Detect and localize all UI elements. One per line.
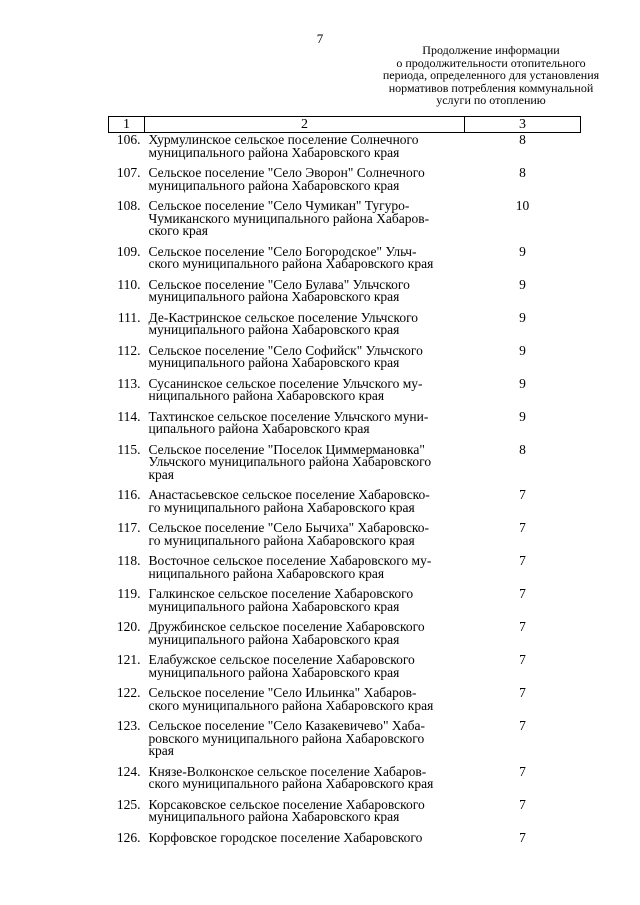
settlement-name-line: муниципального района Хабаровского края (148, 664, 400, 680)
heating-duration-value: 9 (519, 243, 526, 259)
settlement-name-line: Князе-Волконское сельское поселение Хабаров- (148, 763, 427, 779)
table-row (109, 443, 581, 489)
heating-duration-value: 7 (519, 718, 526, 733)
settlement-name (145, 278, 465, 311)
heating-duration-value: 9 (519, 309, 526, 325)
settlement-name (145, 443, 465, 489)
settlement-name-line: муниципального района Хабаровского края (148, 355, 400, 370)
settlement-name-line: муниципального района Хабаровского края (148, 598, 400, 614)
table-row (109, 410, 581, 443)
settlement-name-line: ского края (148, 223, 208, 238)
table-row (109, 166, 581, 199)
settlement-name-line: Хурмулинское сельское поселение Солнечного (148, 132, 419, 147)
settlement-name-line: Корфовское городское поселение Хабаровского (148, 829, 423, 845)
table-row (109, 653, 581, 686)
heating-duration-value: 7 (519, 520, 526, 535)
row-number: 121. (116, 652, 141, 667)
table-row (109, 765, 581, 798)
settlement-name-line: муниципального района Хабаровского края (148, 177, 400, 193)
continuation-line: периода, определенного для установления (382, 68, 600, 82)
column-header-number: 1 (109, 117, 145, 133)
table-row (109, 798, 581, 831)
settlement-name (145, 554, 465, 587)
settlement-name-line: Сельское поселение "Село Эворон" Солнечного (148, 165, 425, 180)
row-number: 122. (116, 685, 141, 700)
row-number: 108. (116, 198, 141, 213)
settlement-name (145, 831, 465, 852)
settlement-name (145, 620, 465, 653)
row-number: 116. (117, 487, 141, 502)
settlement-name-line: Ульчского муниципального района Хабаровского (148, 454, 432, 469)
settlement-name (145, 344, 465, 377)
settlement-name (145, 245, 465, 278)
settlement-name (145, 653, 465, 686)
settlement-name-line: Сельское поселение "Село Богородское" Ульч- (148, 243, 417, 259)
settlement-name-line: муниципального района Хабаровского края (148, 631, 400, 647)
settlement-name-line: Сусанинское сельское поселение Ульчского му- (148, 375, 423, 391)
row-number: 117. (117, 520, 141, 535)
heating-period-table (108, 116, 581, 851)
table-row (109, 488, 581, 521)
row-number: 126. (116, 829, 141, 845)
settlement-name (145, 587, 465, 620)
table-header-row (109, 117, 581, 133)
table-row (109, 245, 581, 278)
heating-duration-value: 10 (515, 198, 530, 213)
settlement-name (145, 199, 465, 245)
settlement-name-line: Дружбинское сельское поселение Хабаровского (148, 619, 425, 634)
row-number: 115. (117, 441, 141, 457)
settlement-name-line: Чумиканского муниципального района Хабаров- (148, 210, 430, 226)
continuation-line: о продолжительности отопительного (396, 55, 586, 70)
table-row (109, 133, 581, 167)
heating-duration-value: 7 (519, 487, 526, 502)
continuation-line: нормативов потребления коммунальной (388, 80, 594, 95)
settlement-name-line: Сельское поселение "Село Ильинка" Хабаров- (148, 685, 417, 700)
table-row (109, 311, 581, 344)
settlement-name (145, 166, 465, 199)
settlement-name-line: Сельское поселение "Поселок Циммермановка" (148, 441, 425, 457)
settlement-name-line: Восточное сельское поселение Хабаровского му- (148, 553, 432, 568)
settlement-name-line: ского муниципального района Хабаровского края (148, 776, 434, 791)
settlement-name-line: ровского муниципального района Хабаровского (148, 730, 425, 746)
row-number: 107. (116, 165, 141, 180)
row-number: 120. (116, 619, 141, 634)
table-row (109, 719, 581, 765)
table-row (109, 686, 581, 719)
settlement-name (145, 410, 465, 443)
heating-duration-value: 7 (519, 553, 526, 568)
table-row (109, 377, 581, 410)
row-number: 111. (117, 309, 141, 325)
settlement-name-line: Сельское поселение "Село Чумикан" Тугуро- (148, 198, 410, 213)
settlement-name-line: ского муниципального района Хабаровского края (148, 256, 434, 271)
heating-duration-value: 8 (519, 132, 526, 147)
settlement-name-line: муниципального района Хабаровского края (148, 322, 400, 337)
settlement-name-line: Сельское поселение "Село Софийск" Ульчского (148, 342, 423, 358)
settlement-name (145, 133, 465, 167)
settlement-name (145, 311, 465, 344)
heating-duration-value: 7 (519, 796, 526, 812)
table-row (109, 620, 581, 653)
row-number: 110. (117, 276, 141, 292)
row-number: 109. (116, 243, 141, 259)
settlement-name-line: муниципального района Хабаровского края (148, 809, 400, 824)
table-row (109, 521, 581, 554)
settlement-name-line: края (148, 466, 175, 482)
settlement-name-line: ниципального района Хабаровского края (148, 388, 385, 403)
row-number: 112. (117, 342, 141, 358)
row-number: 119. (117, 586, 141, 601)
heating-duration-value: 8 (519, 165, 526, 180)
row-number: 123. (116, 718, 141, 733)
heating-duration-value: 9 (519, 375, 526, 391)
settlement-name-line: Тахтинское сельское поселение Ульчского муни- (148, 408, 429, 424)
heating-duration-value: 7 (519, 619, 526, 634)
row-number: 114. (117, 408, 141, 424)
settlement-name (145, 377, 465, 410)
heating-duration-value: 7 (519, 829, 526, 845)
column-header-duration: 3 (465, 117, 581, 133)
settlement-name-line: ского муниципального района Хабаровского края (148, 697, 434, 713)
settlement-name (145, 719, 465, 765)
settlement-name-line: Галкинское сельское поселение Хабаровского (148, 586, 414, 601)
settlement-name-line: Сельское поселение "Село Казакевичево" Хаба- (148, 718, 425, 733)
row-number: 113. (117, 375, 141, 391)
heating-duration-value: 9 (519, 408, 526, 424)
heating-duration-value: 7 (519, 652, 526, 667)
continuation-line: Продолжение информации (422, 43, 560, 57)
settlement-name-line: ниципального района Хабаровского края (148, 565, 385, 581)
column-header-settlement: 2 (145, 117, 465, 133)
table-row (109, 831, 581, 852)
heating-duration-value: 8 (519, 441, 526, 457)
row-number: 125. (116, 796, 141, 812)
page-number: 7 (316, 31, 324, 46)
heating-duration-value: 7 (519, 685, 526, 700)
settlement-name-line: муниципального района Хабаровского края (148, 144, 400, 160)
settlement-name-line: Корсаковское сельское поселение Хабаровского (148, 796, 425, 812)
settlement-name (145, 521, 465, 554)
settlement-name-line: Де-Кастринское сельское поселение Ульчского (148, 309, 419, 325)
table-row (109, 554, 581, 587)
settlement-name (145, 765, 465, 798)
settlement-name-line: ципального района Хабаровского края (148, 421, 370, 436)
continuation-line: услуги по отоплению (436, 93, 546, 107)
heating-duration-value: 7 (519, 586, 526, 601)
settlement-name-line: го муниципального района Хабаровского края (148, 532, 415, 548)
settlement-name-line: края (148, 743, 175, 758)
table-row (109, 278, 581, 311)
heating-duration-value: 7 (519, 763, 526, 779)
row-number: 106. (116, 132, 141, 147)
table-row (109, 587, 581, 620)
settlement-name-line: го муниципального района Хабаровского края (148, 499, 415, 515)
heating-duration-value: 9 (519, 276, 526, 292)
heating-duration-value: 9 (519, 342, 526, 358)
settlement-name (145, 798, 465, 831)
table-row (109, 199, 581, 245)
table-body (109, 133, 581, 852)
row-number: 118. (117, 553, 141, 568)
settlement-name-line: Сельское поселение "Село Булава" Ульчского (148, 276, 410, 292)
settlement-name-line: Сельское поселение "Село Бычиха" Хабаровско- (148, 520, 430, 535)
settlement-name (145, 488, 465, 521)
settlement-name-line: муниципального района Хабаровского края (148, 289, 400, 304)
continuation-note (352, 44, 630, 107)
settlement-name (145, 686, 465, 719)
settlement-name-line: Анастасьевское сельское поселение Хабаровско- (148, 487, 430, 502)
table-row (109, 344, 581, 377)
row-number: 124. (116, 763, 141, 779)
settlement-name-line: Елабужское сельское поселение Хабаровского (148, 652, 415, 667)
